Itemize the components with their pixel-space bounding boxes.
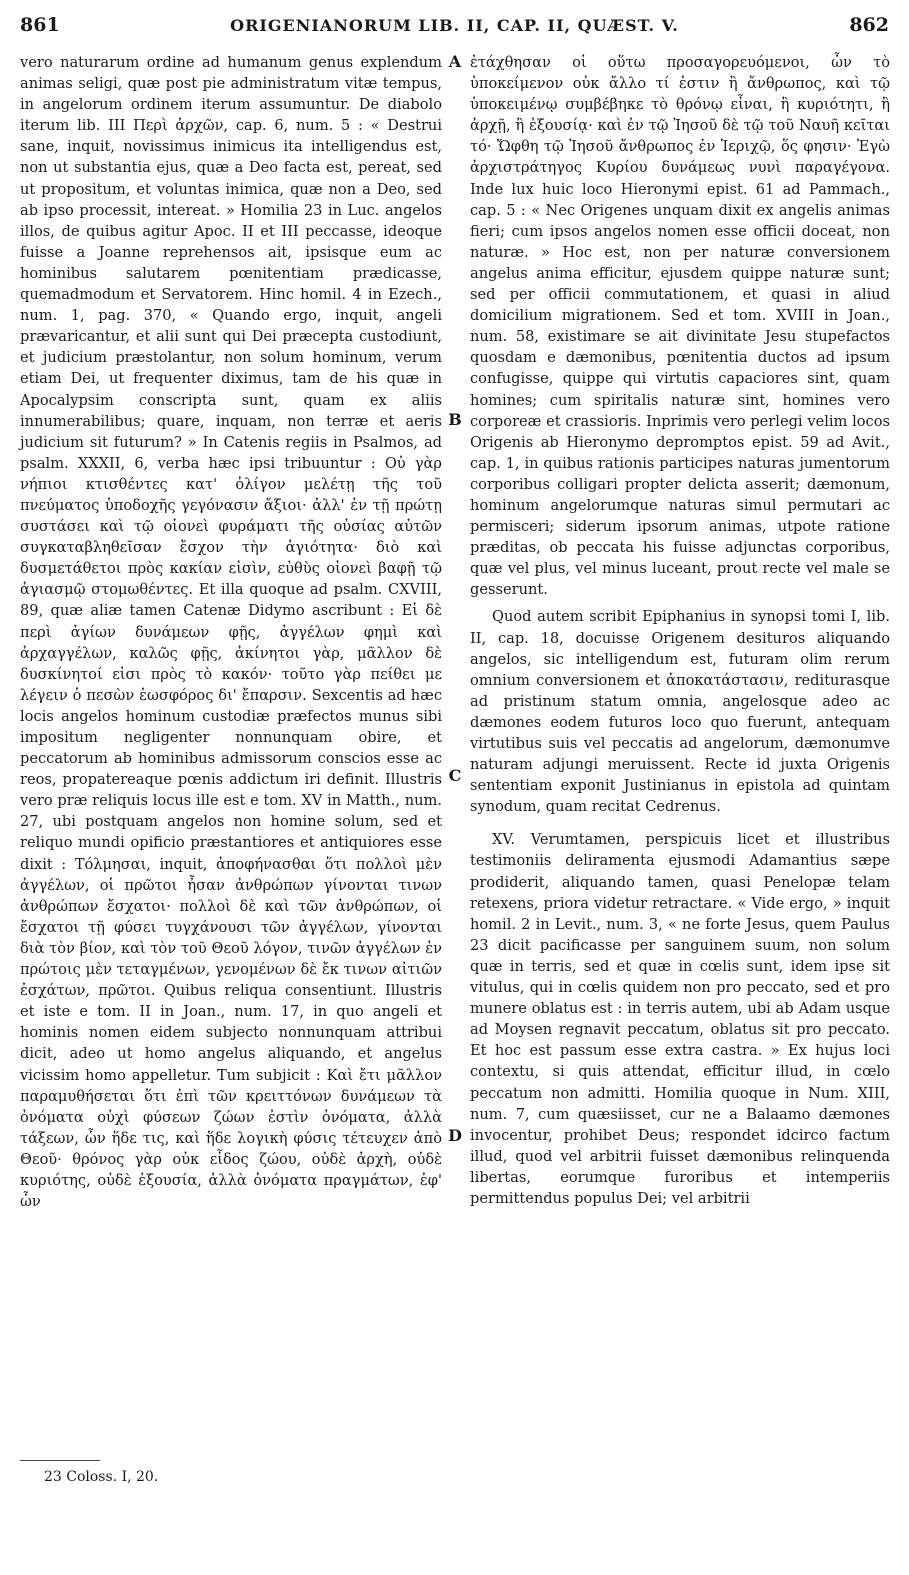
right-paragraph: Quod autem scribit Epiphanius in synopsi tomi I, lib. II, cap. 18, docuisse Origenem desituros aliquando angelos, sic intelligendum est, futuram olim rerum omnium conversionem et ἀποκατάστασιν, rediturasque ad pristinum statum omnia, angelosque adeo ac dæmones eodem futuros loco quo fuerunt, antequam virtutibus suis vel peccatis ad angelorum, dæmonumve naturam adjungi meruissent. Recte id juxta Origenis sententiam exponit Justinianus in epistola ad quintam synodum, quam recitat Cedrenus. xyxy=(470,608,890,816)
left-column xyxy=(20,52,442,1212)
right-paragraph: XV. Verumtamen, perspicuis licet et illustribus testimoniis deliramenta ejusmodi Adamantius sæpe prodiderit, aliquando tamen, quasi Penelopæ telam retexens, priora videtur retractare. « Vide ergo, » inquit homil. 2 in Levit., num. 3, « ne forte Jesus, quem Paulus 23 dicit pacificasse per sanguinem suum, non solum quæ in terris, sed et quæ in cœlis sunt, idem ipse sit vitulus, qui in cœlis quidem non pro peccato, sed et pro munere oblatus est : in terris autem, ubi ab Adam usque ad Moysen regnavit peccatum, oblatus sit pro peccato. Et hoc est passum esse extra castra. » Ex hujus loci contextu, si quis attendat, efficitur illud, in cœlo peccatum non admitti. Homilia quoque in Num. XIII, num. 7, cum quæsiisset, cur ne a Balaamo dæmones invocentur, prohibet Deus; respondet idcirco factum illud, quod vel arbitrii fuisset dæmonibus relinquenda libertas, eorumque furoribus et intemperiis permittendus populus Dei; vel arbitrii xyxy=(470,831,890,1207)
margin-marker-b: B xyxy=(448,410,462,429)
margin-marker-a: A xyxy=(448,52,462,71)
margin-marker-c: C xyxy=(448,766,462,785)
footnote-rule xyxy=(20,1460,100,1461)
running-title: ORIGENIANORUM LIB. II, CAP. II, QUÆST. V. xyxy=(230,16,679,35)
right-column xyxy=(470,52,890,1209)
right-paragraph: ἐτάχθησαν οἱ οὕτω προσαγορευόμενοι, ὧν τὸ ὑποκείμενον οὐκ ἄλλο τί ἐστιν ἢ ἄνθρωπος, καὶ τῷ ὑποκειμένῳ συμβέβηκε τὸ θρόνῳ εἶναι, ἢ κυριότητι, ἢ ἀρχῇ, ἢ ἐξουσίᾳ· καὶ ἐν τῷ Ἰησοῦ δὲ τῷ τοῦ Ναυῆ κεῖται τό· Ὤφθη τῷ Ἰησοῦ ἄνθρωπος ἐν Ἱεριχῷ, ὅς φησιν· Ἐγὼ ἀρχιστράτηγος Κυρίου δυνάμεως νυνὶ παραγέγονα. Inde lux huic loco Hieronymi epist. 61 ad Pammach., cap. 5 : « Nec Origenes unquam dixit ex angelis animas fieri; cum ipsos angelos nomen esse officii doceat, non naturæ. » Hoc est, non per naturæ conversionem angelus anima efficitur, ejusdem quippe naturæ sunt; sed per officii commutationem, et quasi in aliud domicilium migrationem. Sed et tom. XVIII in Joan., num. 58, existimare se ait divinitate Jesu stupefactos quosdam e dæmonibus, pœnitentia ductos ad ipsum confugisse, quippe qui virtutis capaciores sint, quam homines; cum spiritalis naturæ sint, homines vero corporeæ et crassioris. Inprimis vero perlegi velim locos Origenis ab Hieronymo depromptos epist. 59 ad Avit., cap. 1, in quibus rationis participes naturas jumentorum corporibus colligari propter delicta asserit; dæmonum, hominum angelorumque naturas simul permutari ac permisceri; siderum ipsorum animas, utpote ratione præditas, ob peccata his fuisse adjunctas corporibus, quæ vel plus, vel minus luceant, prout recte vel male se gesserunt. xyxy=(470,54,890,599)
running-header xyxy=(20,14,889,44)
left-page-number: 861 xyxy=(20,14,60,36)
margin-marker-d: D xyxy=(448,1126,462,1145)
footnote: 23 Coloss. I, 20. xyxy=(44,1469,159,1485)
right-page-number: 862 xyxy=(849,14,889,36)
left-paragraph: vero naturarum ordine ad humanum genus explendum animas seligi, quæ post pie administratum vitæ tempus, in angelorum ordinem iterum assumuntur. De diabolo iterum lib. III Περὶ ἀρχῶν, cap. 6, num. 5 : « Destrui sane, inquit, novissimus inimicus ita intelligendus est, non ut substantia ejus, quæ a Deo facta est, pereat, sed ut propositum, et voluntas inimica, quæ non a Deo, sed ab ipso processit, intereat. » Homilia 23 in Luc. angelos illos, de quibus agitur Apoc. II et III peccasse, ideoque fuisse a Joanne reprehensos ait, ipsisque eum ac hominibus salutarem pœnitentiam prædicasse, quemadmodum et Servatorem. Hinc homil. 4 in Ezech., num. 1, pag. 370, « Quando ergo, inquit, angeli prævaricantur, et alii sunt qui Dei præcepta custodiunt, et judicium præstolantur, non solum hominum, verum etiam Dei, ut frequenter diximus, tam de his quæ in Apocalypsim conscripta sunt, quam ex aliis innumerabilibus; quare, inquam, non terræ et aeris judicium sit futurum? » In Catenis regiis in Psalmos, ad psalm. XXXII, 6, verba hæc ipsi tribuuntur : Οὐ γὰρ νήπιοι κτισθέντες κατ' ὀλίγον μελέτῃ τῆς τοῦ πνεύματος ὑποδοχῆς γεγόνασιν ἄξιοι· ἀλλ' ἐν τῇ πρώτῃ συστάσει καὶ τῷ οἱονεὶ φυράματι τῆς οὐσίας αὐτῶν συγκαταβληθεῖσαν ἔσχον τὴν ἁγιότητα· διὸ καὶ δυσμετάθετοι πρὸς κακίαν εἰσὶν, εὐθὺς οἱονεὶ βαφῇ τῷ ἁγιασμῷ στομωθέντες. Et illa quoque ad psalm. CXVIII, 89, quæ aliæ tamen Catenæ Didymo ascribunt : Εἰ δὲ περὶ ἁγίων δυνάμεων φῇς, ἀγγέλων φημὶ καὶ ἀρχαγγέλων, καλῶς φῇς, ἀκίνητοι γὰρ, μᾶλλον δὲ δυσκίνητοί εἰσι πρὸς τὸ κακόν· τοῦτο γὰρ πείθει με λέγειν ὁ πεσὼν ἑωσφόρος δι' ἔπαρσιν. Sexcentis ad hæc locis angelos hominum custodiæ præfectos munus sibi impositum negligenter nonnunquam obire, et peccatorum ab hominibus admissorum conscios esse ac reos, propatereaque pœnis addictum iri definit. Illustris vero præ reliquis locus ille est e tom. XV in Matth., num. 27, ubi postquam angelos non homine solum, sed et reliquo mundi opificio præstantiores et antiquiores esse dixit : Τόλμησαι, inquit, ἀποφήνασθαι ὅτι πολλοὶ μὲν ἀγγέλων, οἱ πρῶτοι ἦσαν ἀνθρώπων γίνονται τινων ἀνθρώπων ἔσχατοι· πολλοὶ δὲ καὶ τῶν ἀνθρώπων, οἱ ἔσχατοι τῇ φύσει τυγχάνουσι τῶν ἀγγέλων, γίνονται διὰ τὸν βίον, καὶ τὸν τοῦ Θεοῦ λόγον, τινῶν ἀγγέλων ἐν πρώτοις μὲν τεταγμένων, γενομένων δὲ ἔκ τινων αἰτιῶν ἐσχάτων, πρῶτοι. Quibus reliqua consentiunt. Illustris et iste e tom. II in Joan., num. 17, in quo angeli et hominis nomen eidem subjecto nonnunquam attribui dicit, adeo ut homo angelus aliquando, et angelus vicissim homo appelletur. Tum subjicit : Καὶ ἔτι μᾶλλον παραμυθήσεται ὅτι ἐπὶ τῶν κρειττόνων δυνάμεων τὰ ὀνόματα οὐχὶ φύσεων ζώων ἐστὶν ὀνόματα, ἀλλὰ τάξεων, ὧν ἥδε τις, καὶ ἥδε λογικὴ φύσις τέτευχεν ἀπὸ Θεοῦ· θρόνος γὰρ οὐκ εἶδος ζώου, οὐδὲ ἀρχὴ, οὐδὲ κυριότης, οὐδὲ ἐξουσία, ἀλλὰ ὀνόματα πραγμάτων, ἐφ' ὧν xyxy=(20,54,442,1211)
